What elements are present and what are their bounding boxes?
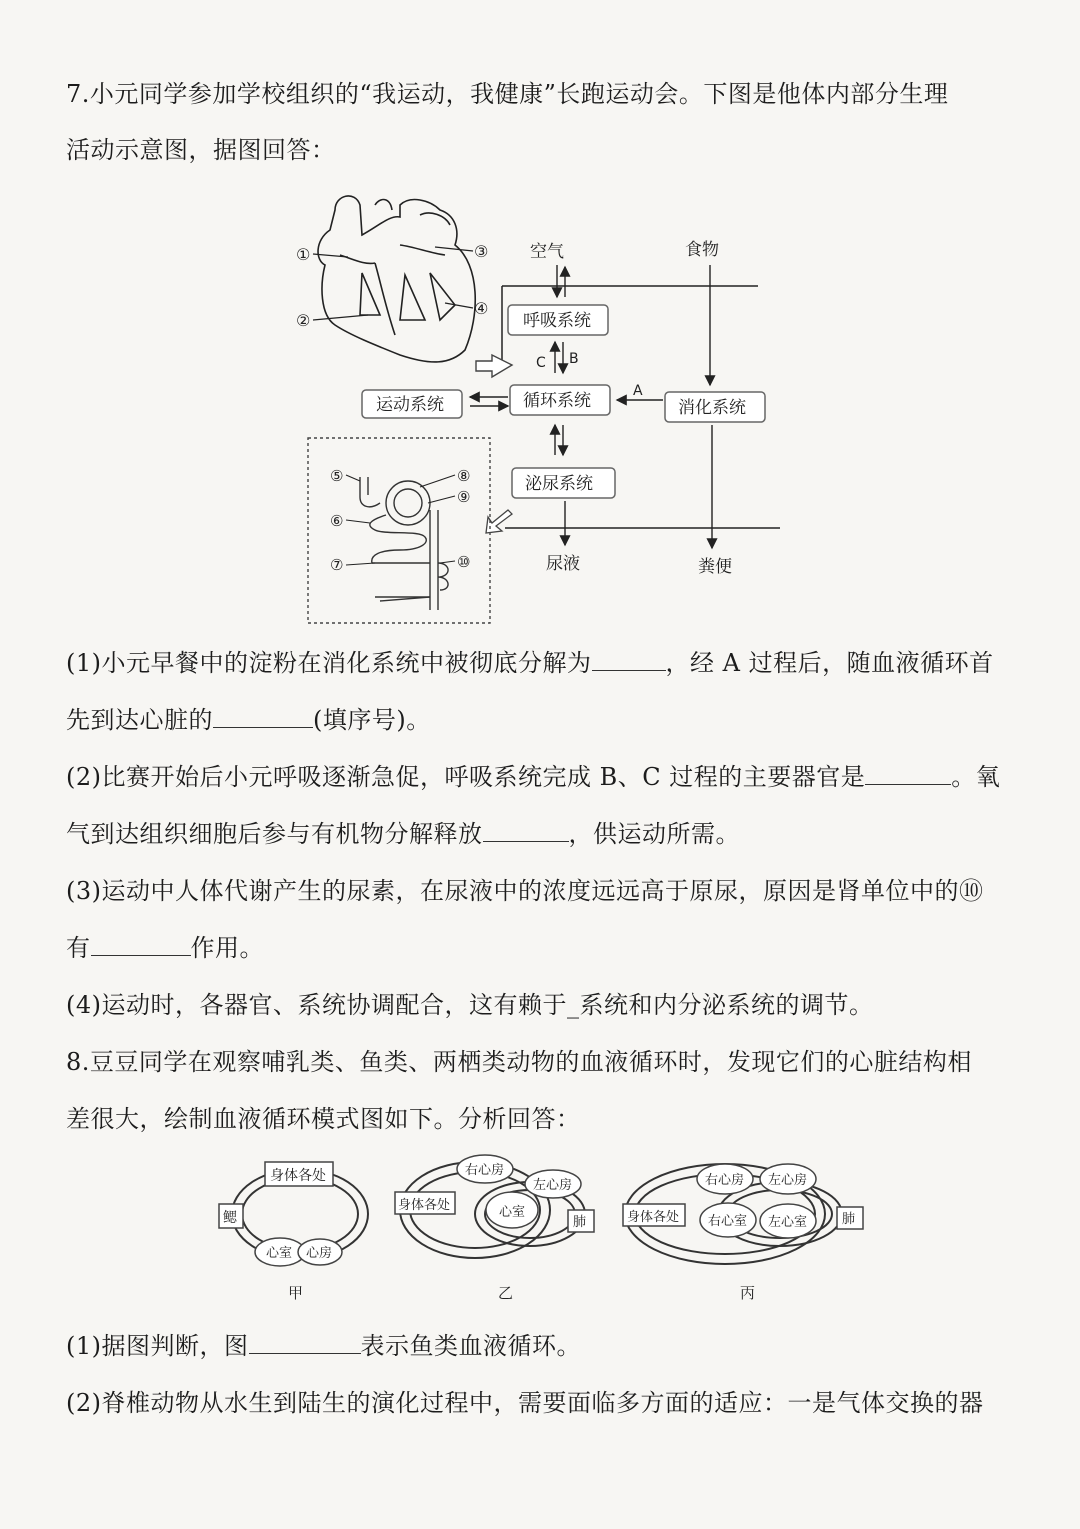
mammal-left-atrium-label: 左心房 <box>768 1173 808 1188</box>
respiratory-system-label: 呼吸系统 <box>523 311 591 331</box>
mammal-body-label: 身体各处 <box>627 1210 680 1225</box>
heart-label-2: ② <box>296 311 311 330</box>
digestive-system-label: 消化系统 <box>678 398 746 418</box>
amphibian-lung-label: 肺 <box>573 1215 587 1230</box>
nephron-dashed-box <box>308 438 490 623</box>
q7-physiology-diagram <box>280 185 780 630</box>
amphibian-right-atrium-label: 右心房 <box>465 1163 505 1178</box>
q7-stem-line1: 7.小元同学参加学校组织的“我运动，我健康”长跑运动会。下图是他体内部分生理 <box>66 80 949 108</box>
mammal-right-ventricle-label: 右心室 <box>708 1214 748 1229</box>
q7-stem-line2: 活动示意图，据图回答： <box>66 136 336 164</box>
amphibian-ventricle-label: 心室 <box>499 1205 526 1220</box>
urine-label: 尿液 <box>546 554 580 574</box>
kidney-label-8: ⑧ <box>457 467 471 485</box>
motor-system-label: 运动系统 <box>376 395 444 415</box>
answer-blank-q7-3[interactable] <box>91 933 191 956</box>
answer-blank-q8-1[interactable] <box>249 1331 361 1354</box>
answer-blank-q7-2a[interactable] <box>865 762 951 785</box>
answer-blank-q7-1a[interactable] <box>592 648 666 671</box>
q7-p3-line1: (3)运动中人体代谢产生的尿素，在尿液中的浓度远远高于原尿，原因是肾单位中的⑩ <box>66 877 984 905</box>
fish-body-label: 身体各处 <box>270 1168 326 1184</box>
air-label: 空气 <box>530 242 564 262</box>
mammal-lung-label: 肺 <box>842 1212 856 1227</box>
kidney-label-6: ⑥ <box>330 512 344 530</box>
food-label: 食物 <box>685 240 719 260</box>
label-B: B <box>569 351 579 367</box>
heart-label-1: ① <box>296 245 311 264</box>
circulation-to-heart-arrow <box>476 355 512 377</box>
q7-p1-line1: (1)小元早餐中的淀粉在消化系统中被彻底分解为 ，经 A 过程后，随血液循环首 <box>66 649 994 677</box>
label-C: C <box>536 355 546 371</box>
kidney-label-9: ⑨ <box>457 488 471 506</box>
feces-label: 粪便 <box>698 557 732 577</box>
circulatory-system-label: 循环系统 <box>523 391 591 411</box>
nephron-drawing <box>360 477 448 610</box>
heart-pointers <box>313 247 473 320</box>
q7-p3-line2: 有 作用。 <box>66 934 264 962</box>
q7-p2-line1: (2)比赛开始后小元呼吸逐渐急促，呼吸系统完成 B、C 过程的主要器官是 。氧 <box>66 763 1001 791</box>
q7-p1-line2: 先到达心脏的 (填序号)。 <box>66 706 431 734</box>
fish-atrium-label: 心房 <box>306 1246 333 1261</box>
q8-stem-line1: 8.豆豆同学在观察哺乳类、鱼类、两栖类动物的血液循环时，发现它们的心脏结构相 <box>66 1048 972 1076</box>
heart-label-3: ③ <box>474 242 489 261</box>
gill-label: 鳃 <box>223 1210 237 1226</box>
label-A: A <box>633 383 643 399</box>
q8-circulation-diagrams <box>210 1152 880 1307</box>
mammal-right-atrium-label: 右心房 <box>705 1173 745 1188</box>
caption-jia: 甲 <box>288 1284 304 1302</box>
answer-blank-q7-2b[interactable] <box>483 819 569 842</box>
heart-label-4: ④ <box>474 299 489 318</box>
kidney-label-7: ⑦ <box>330 556 344 574</box>
q7-p2-line2: 气到达组织细胞后参与有机物分解释放 ，供运动所需。 <box>66 820 740 848</box>
mammal-left-ventricle-label: 左心室 <box>768 1215 808 1230</box>
q8-p2-line1: (2)脊椎动物从水生到陆生的演化过程中，需要面临多方面的适应：一是气体交换的器 <box>66 1389 984 1417</box>
answer-blank-q7-1b[interactable] <box>213 705 313 728</box>
caption-yi: 乙 <box>498 1284 514 1302</box>
q8-stem-line2: 差很大，绘制血液循环模式图如下。分析回答： <box>66 1105 581 1133</box>
heart-drawing <box>318 196 475 362</box>
urinary-system-label: 泌尿系统 <box>525 474 593 494</box>
amphibian-body-label: 身体各处 <box>398 1198 451 1213</box>
amphibian-left-atrium-label: 左心房 <box>533 1178 573 1193</box>
fish-ventricle-label: 心室 <box>266 1246 293 1261</box>
q8-p1-line1: (1)据图判断，图 表示鱼类血液循环。 <box>66 1332 581 1360</box>
q7-p4-line1: (4)运动时，各器官、系统协调配合，这有赖于_系统和内分泌系统的调节。 <box>66 991 874 1019</box>
caption-bing: 丙 <box>740 1284 756 1302</box>
kidney-label-10: ⑩ <box>457 553 471 571</box>
kidney-label-5: ⑤ <box>330 467 344 485</box>
fish-circuit-inner <box>242 1178 358 1250</box>
